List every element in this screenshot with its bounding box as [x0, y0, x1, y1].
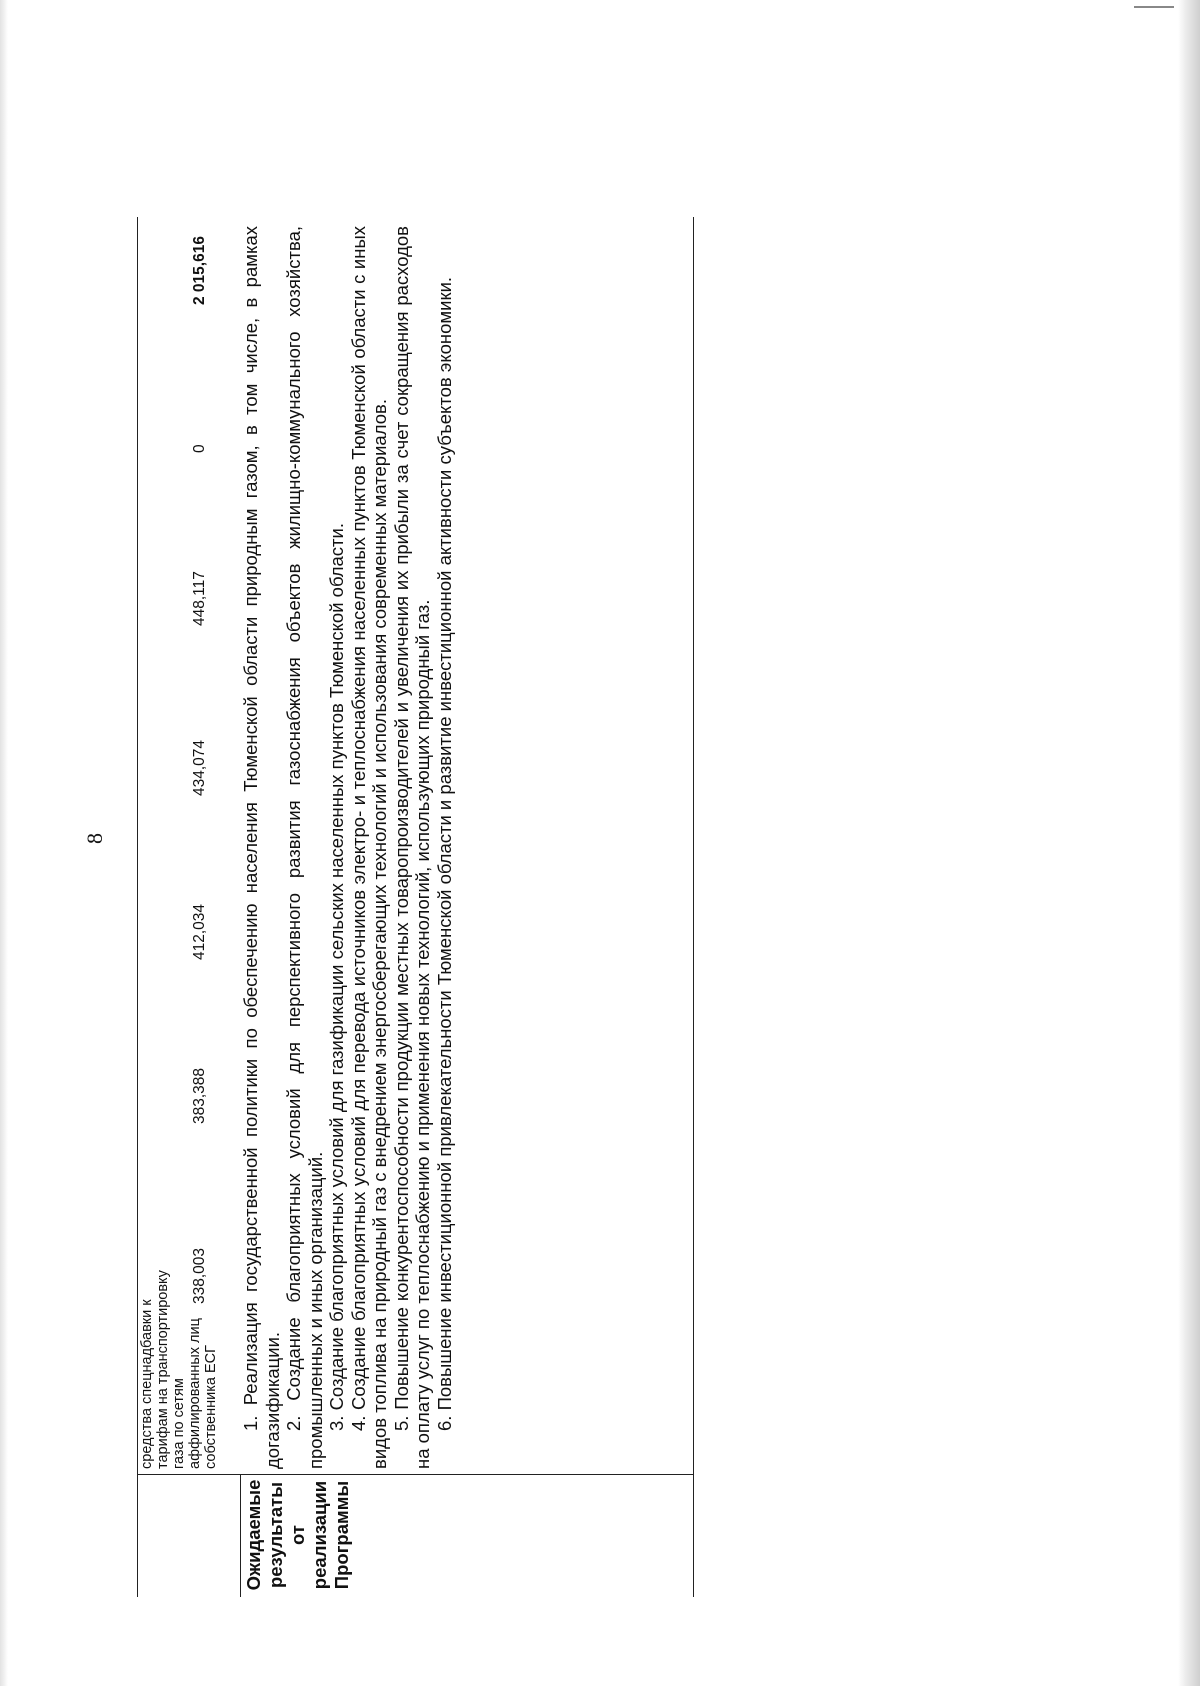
expected-results-list	[240, 226, 455, 1469]
table-column-divider	[137, 1474, 694, 1475]
page-number: 8	[82, 833, 107, 844]
result-item: 4. Создание благоприятных условий для перевода источников электро- и теплоснабжения населенных пунктов Тюменской области с иных видов топлива на природный газ с внедрением энергосберегающих технологий и использования современных материалов.	[347, 226, 390, 1469]
funding-values-row	[191, 217, 215, 1597]
funding-value: 0	[191, 444, 208, 453]
result-item: 1. Реализация государственной политики по обеспечению населения Тюменской области природным газом, в том числе, в рамках догазификации.	[240, 226, 283, 1469]
scan-mark	[1134, 6, 1174, 8]
result-item: 5. Повышение конкурентоспособности продукции местных товаропроизводителей и увеличения их прибыли за счет сокращения расходов на оплату услуг по теплоснабжению и применения новых технологий, использующих природный газ.	[390, 226, 433, 1469]
funding-label-line: собственника ЕСГ	[203, 1345, 219, 1469]
heading-line: Программы	[331, 1480, 352, 1590]
table-bottom-border	[693, 217, 694, 1597]
funding-value: 448,117	[191, 571, 208, 626]
table-row-divider	[240, 1475, 241, 1597]
scan-edge-right	[1178, 0, 1200, 1686]
funding-value: 338,003	[191, 1247, 208, 1304]
scan-edge-left	[0, 0, 8, 1686]
heading-line: реализации	[309, 1480, 330, 1590]
funding-label-line: газа по сетям	[171, 1378, 187, 1469]
funding-label-line: средства спецнадбавки к	[139, 1299, 155, 1469]
rotated-table	[137, 217, 697, 1597]
result-item: 6. Повышение инвестиционной привлекательности Тюменской области и развитие инвестиционной активности субъектов экономики.	[433, 276, 455, 1431]
funding-value: 383,388	[191, 1067, 208, 1124]
table-frame	[137, 217, 697, 1597]
table-top-border	[137, 217, 138, 1597]
funding-label-line: тарифам на транспортировку	[155, 1270, 171, 1469]
funding-label-line: аффилированных лиц	[187, 1318, 203, 1469]
funding-total: 2 015,616	[191, 236, 208, 305]
result-item: 2. Создание благоприятных условий для перспективного развития газоснабжения объектов жилищно-коммунального хозяйства, промышленных и иных организаций.	[283, 226, 326, 1469]
result-item: 3. Создание благоприятных условий для газификации сельских населенных пунктов Тюменской области.	[326, 522, 347, 1431]
heading-line: результаты от	[265, 1481, 308, 1589]
heading-line: Ожидаемые	[243, 1479, 264, 1591]
expected-results-heading	[243, 1477, 353, 1593]
funding-value: 412,034	[191, 903, 208, 960]
funding-value: 434,074	[191, 739, 208, 796]
